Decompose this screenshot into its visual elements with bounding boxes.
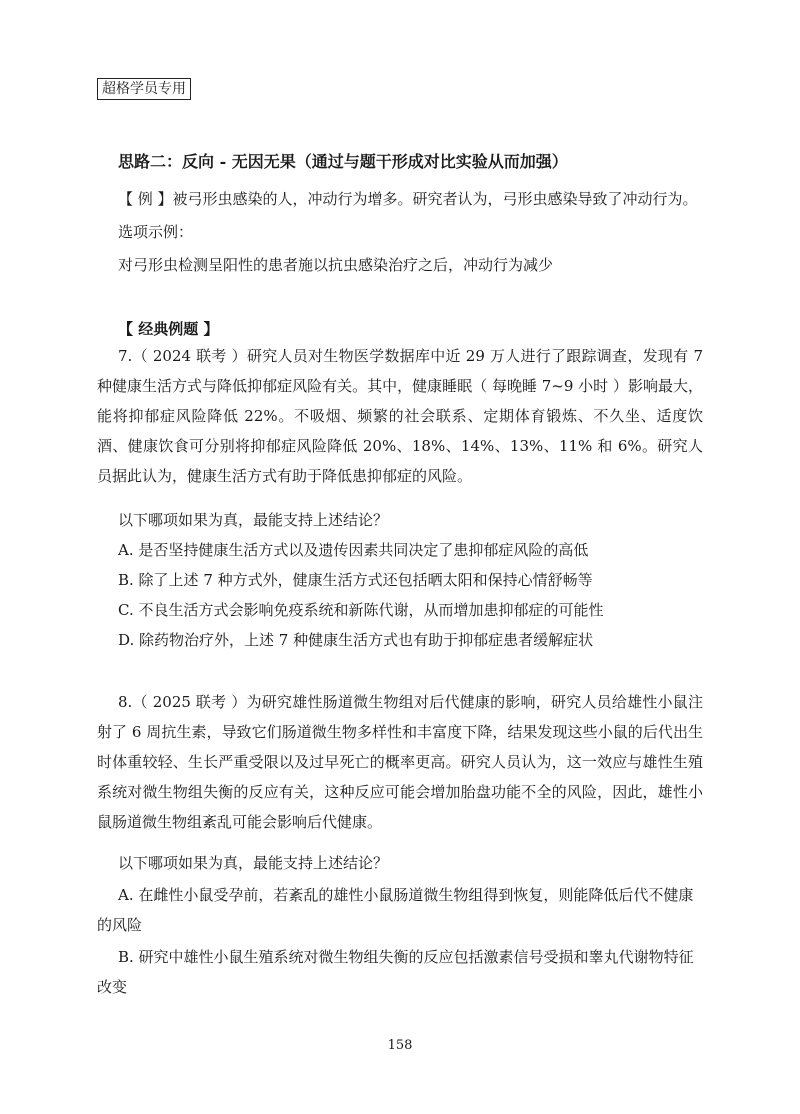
section-title: 思路二：反向 - 无因无果（通过与题干形成对比实验从而加强） — [118, 152, 568, 171]
question-7-option-a: A. 是否坚持健康生活方式以及遗传因素共同决定了患抑郁症风险的高低 — [118, 541, 589, 559]
header-tag: 超格学员专用 — [97, 78, 191, 100]
classic-questions-label: 【 经典例题 】 — [118, 320, 219, 338]
option-example-text: 对弓形虫检测呈阳性的患者施以抗虫感染治疗之后，冲动行为减少 — [118, 256, 554, 274]
question-7-prompt: 以下哪项如果为真，最能支持上述结论？ — [118, 511, 389, 529]
question-7-option-c: C. 不良生活方式会影响免疫系统和新陈代谢，从而增加患抑郁症的可能性 — [118, 601, 604, 619]
question-8-stem: 8.（ 2025 联考 ）为研究雄性肠道微生物组对后代健康的影响，研究人员给雄性小鼠注射了 6 周抗生素，导致它们肠道微生物多样性和丰富度下降，结果发现这些小鼠的后代出生时体重较轻、生长严重受限以及过早死亡的概率更高。研究人员认为，这一效应与雄性生殖系统对微生物组失衡的反应有关，这种反应可能会增加胎盘功能不全的风险，因此，雄性小鼠肠道微生物组紊乱可能会影响后代健康。 — [97, 693, 703, 831]
example-text: 【 例 】被弓形虫感染的人，冲动行为增多。研究者认为，弓形虫感染导致了冲动行为。 — [118, 190, 698, 208]
option-example-label: 选项示例： — [118, 223, 194, 241]
question-8-option-a: A. 在雌性小鼠受孕前，若紊乱的雄性小鼠肠道微生物组得到恢复，则能降低后代不健康的风险 — [97, 886, 694, 934]
question-7-stem: 7.（ 2024 联考 ）研究人员对生物医学数据库中近 29 万人进行了跟踪调查，发现有 7 种健康生活方式与降低抑郁症风险有关。其中，健康睡眠（ 每晚睡 7~9 小时 ）影响最大，能将抑郁症风险降低 22%。不吸烟、频繁的社会联系、定期体育锻炼、不久坐、适度饮酒、健康饮食可分别将抑郁症风险降低 20%、18%、14%、13%、11% 和 6%。研究人员据此认为，健康生活方式有助于降低患抑郁症的风险。 — [97, 347, 703, 485]
question-7-option-d: D. 除药物治疗外，上述 7 种健康生活方式也有助于抑郁症患者缓解症状 — [118, 631, 594, 649]
question-8-prompt: 以下哪项如果为真，最能支持上述结论？ — [118, 854, 389, 872]
page-number: 158 — [387, 1038, 413, 1053]
question-8-option-b: B. 研究中雄性小鼠生殖系统对微生物组失衡的反应包括激素信号受损和睾丸代谢物特征改变 — [97, 948, 694, 996]
question-7-option-b: B. 除了上述 7 种方式外，健康生活方式还包括晒太阳和保持心情舒畅等 — [118, 571, 593, 589]
